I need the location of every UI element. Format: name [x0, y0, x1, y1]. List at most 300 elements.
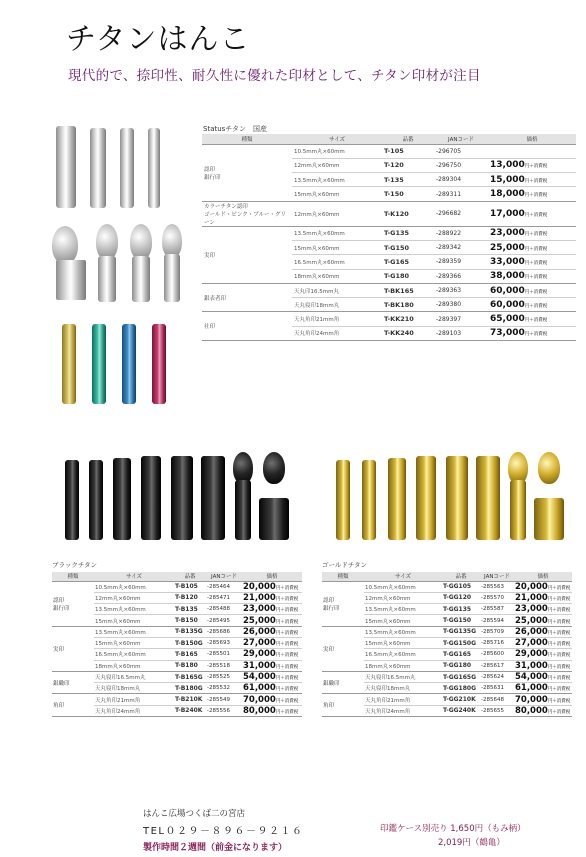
column-header: 種類 — [322, 572, 364, 581]
tax-suffix: 円＋消費税 — [547, 709, 571, 715]
tax-suffix: 円＋消費税 — [524, 178, 548, 184]
product-code-cell: T-120 — [382, 158, 434, 172]
size-cell: 天丸寝印18mm丸 — [364, 683, 442, 694]
silver-seal-base-4 — [164, 254, 180, 302]
price-cell — [488, 226, 576, 240]
price-cell — [242, 581, 302, 592]
silver-knob-seal-3 — [130, 224, 152, 260]
table-row — [52, 671, 302, 682]
column-header: 価格 — [242, 572, 302, 581]
size-cell: 天丸寝印16.5mm丸 — [94, 671, 174, 682]
jan-code-cell: -285655 — [480, 705, 514, 716]
jan-code-cell: -285709 — [480, 626, 514, 637]
size-cell: 16.5mm丸×60mm — [94, 649, 174, 660]
jan-code-cell: -285624 — [480, 671, 514, 682]
price-cell — [488, 173, 576, 187]
price-value: 60,000 — [490, 285, 525, 296]
silver-knob-seal-1 — [52, 226, 78, 264]
gold-rod-3 — [388, 458, 406, 540]
case-price-line-2: 2,019円（鶴亀） — [438, 838, 505, 848]
tax-suffix: 円＋消費税 — [524, 303, 548, 309]
table-row — [202, 226, 576, 240]
gold-titanium-product-image — [330, 452, 570, 544]
size-cell: 18mm丸×60mm — [364, 660, 442, 671]
product-code-cell: T-B180G — [174, 683, 206, 694]
jan-code-cell: -285563 — [480, 581, 514, 592]
jan-code-cell: -289359 — [434, 255, 488, 269]
product-code-cell: T-B135G — [174, 626, 206, 637]
price-value: 23,000 — [515, 604, 548, 615]
status-price-table — [202, 134, 576, 341]
jan-code-cell: -289380 — [434, 298, 488, 312]
tax-suffix: 円＋消費税 — [547, 585, 571, 591]
jan-code-cell: -285693 — [206, 637, 242, 648]
silver-knob-seal-2 — [96, 224, 118, 260]
silver-rod-2 — [90, 128, 106, 208]
product-code-cell: T-G180 — [382, 269, 434, 283]
tax-suffix: 円＋消費税 — [547, 642, 571, 648]
category-cell: 社印 — [202, 312, 292, 341]
table-row — [322, 581, 572, 592]
price-value: 70,000 — [515, 694, 548, 705]
size-cell: 天丸寝印16.5mm丸 — [364, 671, 442, 682]
size-cell: 12mm丸×60mm — [94, 592, 174, 603]
price-cell — [242, 671, 302, 682]
silver-rod-3 — [120, 128, 134, 208]
tax-suffix: 円＋消費税 — [547, 676, 571, 682]
black-rod-4 — [141, 456, 161, 540]
jan-code-cell: -285518 — [206, 660, 242, 671]
tax-suffix: 円＋消費税 — [275, 687, 299, 693]
jan-code-cell: -285464 — [206, 581, 242, 592]
price-value: 80,000 — [243, 705, 276, 716]
size-cell: 天丸角印21mm角 — [364, 694, 442, 705]
tax-suffix: 円＋消費税 — [547, 664, 571, 670]
size-cell: 13.5mm丸×60mm — [94, 626, 174, 637]
price-value: 80,000 — [515, 705, 548, 716]
price-value: 23,000 — [243, 604, 276, 615]
silver-rod-4 — [148, 128, 160, 208]
table-row — [202, 312, 576, 326]
price-value: 13,000 — [490, 160, 525, 171]
price-value: 25,000 — [515, 615, 548, 626]
price-value: 25,000 — [243, 615, 276, 626]
product-code-cell: T-B165G — [174, 671, 206, 682]
product-code-cell: T-GG180 — [442, 660, 480, 671]
price-value: 54,000 — [515, 672, 548, 683]
jan-code-cell: -285570 — [480, 592, 514, 603]
category-cell: 実印 — [322, 626, 364, 671]
tax-suffix: 円＋消費税 — [275, 698, 299, 704]
product-code-cell: T-GG150 — [442, 615, 480, 626]
tax-suffix: 円＋消費税 — [524, 232, 548, 238]
size-cell: 12mm丸×60mm — [292, 201, 382, 226]
table-header-row — [202, 134, 576, 144]
size-cell: 16.5mm丸×60mm — [292, 255, 382, 269]
product-code-cell: T-G150 — [382, 240, 434, 254]
tax-suffix: 円＋消費税 — [547, 608, 571, 614]
gold-rod-2 — [362, 460, 376, 540]
tax-suffix: 円＋消費税 — [547, 596, 571, 602]
category-cell: 実印 — [202, 226, 292, 283]
size-cell: 10.5mm丸×60mm — [292, 144, 382, 158]
column-header: 品番 — [442, 572, 480, 581]
product-code-cell: T-B120 — [174, 592, 206, 603]
jan-code-cell: -285648 — [480, 694, 514, 705]
jan-code-cell: -285594 — [480, 615, 514, 626]
size-cell: 13.5mm丸×60mm — [292, 173, 382, 187]
price-value: 27,000 — [515, 638, 548, 649]
silver-knob-seal-4 — [162, 224, 182, 258]
category-cell: 角印 — [52, 694, 94, 717]
price-cell — [488, 255, 576, 269]
silver-seal-base-1 — [56, 260, 86, 300]
pink-color-rod — [152, 324, 166, 404]
price-cell — [514, 694, 572, 705]
price-cell — [514, 705, 572, 716]
jan-code-cell: -289311 — [434, 187, 488, 201]
gold-price-table — [322, 572, 572, 717]
status-titanium-product-image — [40, 118, 190, 408]
column-header: サイズ — [94, 572, 174, 581]
table-header-row — [322, 572, 572, 581]
tax-suffix: 円＋消費税 — [275, 596, 299, 602]
size-cell: 15mm丸×60mm — [94, 615, 174, 626]
size-cell: 10.5mm丸×60mm — [364, 581, 442, 592]
column-header: 種類 — [202, 134, 292, 144]
table-row — [202, 201, 576, 226]
tax-suffix: 円＋消費税 — [275, 608, 299, 614]
price-cell — [514, 660, 572, 671]
price-value: 70,000 — [243, 694, 276, 705]
jan-code-cell: -285686 — [206, 626, 242, 637]
black-seal-base-1 — [235, 480, 251, 540]
jan-code-cell: -289363 — [434, 283, 488, 297]
size-cell: 18mm丸×60mm — [94, 660, 174, 671]
jan-code-cell: -285501 — [206, 649, 242, 660]
column-header: 品番 — [382, 134, 434, 144]
green-color-rod — [92, 324, 106, 404]
tax-suffix: 円＋消費税 — [275, 653, 299, 659]
table-header-row — [52, 572, 302, 581]
product-code-cell: T-150 — [382, 187, 434, 201]
column-header: 価格 — [514, 572, 572, 581]
price-value: 18,000 — [490, 189, 525, 200]
tax-suffix: 円＋消費税 — [275, 642, 299, 648]
category-cell: 角印 — [322, 694, 364, 717]
category-cell: 実印 — [52, 626, 94, 671]
jan-code-cell: -296705 — [434, 144, 488, 158]
tax-suffix: 円＋消費税 — [524, 164, 548, 170]
tax-suffix: 円＋消費税 — [275, 676, 299, 682]
gold-rod-4 — [416, 456, 436, 540]
price-cell — [488, 144, 576, 158]
price-value: 20,000 — [243, 581, 276, 592]
tax-suffix: 円＋消費税 — [275, 709, 299, 715]
price-cell — [488, 158, 576, 172]
product-code-cell: T-B165 — [174, 649, 206, 660]
jan-code-cell: -289304 — [434, 173, 488, 187]
column-header: サイズ — [364, 572, 442, 581]
price-cell — [514, 671, 572, 682]
price-value: 65,000 — [490, 314, 525, 325]
table-row — [322, 694, 572, 705]
table-row — [322, 671, 572, 682]
price-value: 38,000 — [490, 271, 525, 282]
product-code-cell: T-B180 — [174, 660, 206, 671]
price-value: 17,000 — [490, 208, 525, 219]
price-value: 27,000 — [243, 638, 276, 649]
price-cell — [488, 326, 576, 340]
column-header: 種類 — [52, 572, 94, 581]
black-rod-1 — [65, 460, 79, 540]
table-row — [52, 581, 302, 592]
blue-color-rod — [122, 324, 136, 404]
product-code-cell: T-B210K — [174, 694, 206, 705]
jan-code-cell: -289342 — [434, 240, 488, 254]
production-lead-time: 製作時間２週間（前金になります） — [143, 843, 288, 853]
column-header: JANコード — [434, 134, 488, 144]
price-value: 21,000 — [515, 592, 548, 603]
table-row — [202, 144, 576, 158]
black-price-table — [52, 572, 302, 717]
product-code-cell: T-B135 — [174, 604, 206, 615]
tax-suffix: 円＋消費税 — [524, 260, 548, 266]
gold-rod-1 — [336, 460, 350, 540]
column-header: JANコード — [206, 572, 242, 581]
tax-suffix: 円＋消費税 — [275, 585, 299, 591]
gold-rod-6 — [476, 456, 500, 540]
price-cell — [242, 683, 302, 694]
jan-code-cell: -285549 — [206, 694, 242, 705]
size-cell: 15mm丸×60mm — [292, 240, 382, 254]
tax-suffix: 円＋消費税 — [275, 619, 299, 625]
price-cell — [488, 298, 576, 312]
gold-knob-seal-2 — [538, 452, 560, 484]
black-rod-2 — [89, 460, 103, 540]
tax-suffix: 円＋消費税 — [275, 630, 299, 636]
price-value: 26,000 — [243, 626, 276, 637]
tax-suffix: 円＋消費税 — [524, 246, 548, 252]
jan-code-cell: -289103 — [434, 326, 488, 340]
price-cell — [242, 637, 302, 648]
price-value: 29,000 — [243, 649, 276, 660]
black-knob-seal-2 — [263, 452, 285, 484]
jan-code-cell: -285631 — [480, 683, 514, 694]
size-cell: 16.5mm丸×60mm — [364, 649, 442, 660]
product-code-cell: T-GG210K — [442, 694, 480, 705]
black-titanium-product-image — [55, 452, 295, 544]
size-cell: 13.5mm丸×60mm — [364, 626, 442, 637]
jan-code-cell: -296750 — [434, 158, 488, 172]
tax-suffix: 円＋消費税 — [524, 275, 548, 281]
column-header: 価格 — [488, 134, 576, 144]
tax-suffix: 円＋消費税 — [547, 698, 571, 704]
jan-code-cell: -285532 — [206, 683, 242, 694]
price-cell — [242, 649, 302, 660]
jan-code-cell: -285716 — [480, 637, 514, 648]
gold-seal-base-2 — [534, 498, 564, 540]
category-cell: 銀表者印 — [202, 283, 292, 312]
size-cell: 15mm丸×60mm — [292, 187, 382, 201]
page-subtitle: 現代的で、捺印性、耐久性に優れた印材として、チタン印材が注目 — [68, 68, 481, 84]
category-cell: 認印 銀行印 — [322, 581, 364, 626]
tax-suffix: 円＋消費税 — [524, 318, 548, 324]
jan-code-cell: -289397 — [434, 312, 488, 326]
jan-code-cell: -285600 — [480, 649, 514, 660]
black-rod-6 — [201, 456, 225, 540]
price-value: 25,000 — [490, 242, 525, 253]
category-cell: 認印 銀行印 — [52, 581, 94, 626]
product-code-cell: T-K120 — [382, 201, 434, 226]
price-cell — [488, 312, 576, 326]
size-cell: 10.5mm丸×60mm — [94, 581, 174, 592]
table-row — [52, 694, 302, 705]
silver-rod-1 — [56, 126, 76, 208]
price-cell — [242, 626, 302, 637]
price-cell — [488, 240, 576, 254]
shop-name: はんこ広場つくば二の宮店 — [143, 809, 246, 819]
price-cell — [488, 283, 576, 297]
black-rod-3 — [113, 458, 131, 540]
price-cell — [242, 615, 302, 626]
category-cell: 銀職印 — [322, 671, 364, 694]
product-code-cell: T-BK180 — [382, 298, 434, 312]
price-value: 61,000 — [515, 683, 548, 694]
product-code-cell: T-105 — [382, 144, 434, 158]
tax-suffix: 円＋消費税 — [547, 653, 571, 659]
category-cell: カラーチタン認印 ゴールド・ピンク・ブルー・グリーン — [202, 201, 292, 226]
column-header: 品番 — [174, 572, 206, 581]
price-cell — [242, 604, 302, 615]
price-cell — [488, 269, 576, 283]
product-code-cell: T-KK240 — [382, 326, 434, 340]
product-code-cell: T-GG135 — [442, 604, 480, 615]
price-cell — [242, 660, 302, 671]
size-cell: 天丸角印24mm角 — [292, 326, 382, 340]
product-code-cell: T-B150 — [174, 615, 206, 626]
price-value: 31,000 — [243, 660, 276, 671]
table-row — [202, 283, 576, 297]
product-code-cell: T-GG135G — [442, 626, 480, 637]
status-section-label: Statusチタン 国産 — [203, 125, 267, 133]
price-value: 15,000 — [490, 174, 525, 185]
price-value: 23,000 — [490, 228, 525, 239]
product-code-cell: T-G135 — [382, 226, 434, 240]
product-code-cell: T-B150G — [174, 637, 206, 648]
price-value: 20,000 — [515, 581, 548, 592]
product-code-cell: T-B240K — [174, 705, 206, 716]
product-code-cell: T-GG240K — [442, 705, 480, 716]
size-cell: 天丸角印24mm角 — [94, 705, 174, 716]
size-cell: 15mm丸×60mm — [364, 615, 442, 626]
price-value: 31,000 — [515, 660, 548, 671]
size-cell: 12mm丸×60mm — [364, 592, 442, 603]
black-section-label: ブラックチタン — [52, 561, 98, 569]
price-cell — [514, 592, 572, 603]
black-rod-5 — [171, 456, 193, 540]
size-cell: 13.5mm丸×60mm — [94, 604, 174, 615]
price-cell — [514, 604, 572, 615]
price-cell — [242, 694, 302, 705]
jan-code-cell: -285471 — [206, 592, 242, 603]
size-cell: 12mm丸×60mm — [292, 158, 382, 172]
gold-rod-5 — [446, 456, 468, 540]
price-cell — [488, 201, 576, 226]
product-code-cell: T-GG105 — [442, 581, 480, 592]
price-cell — [242, 705, 302, 716]
price-cell — [514, 649, 572, 660]
size-cell: 天丸角印21mm角 — [94, 694, 174, 705]
tax-suffix: 円＋消費税 — [524, 332, 548, 338]
jan-code-cell: -288922 — [434, 226, 488, 240]
size-cell: 天丸印16.5mm丸 — [292, 283, 382, 297]
product-code-cell: T-GG165G — [442, 671, 480, 682]
price-cell — [488, 187, 576, 201]
size-cell: 天丸角印24mm角 — [364, 705, 442, 716]
product-code-cell: T-B105 — [174, 581, 206, 592]
jan-code-cell: -285617 — [480, 660, 514, 671]
black-seal-base-2 — [259, 498, 289, 540]
size-cell: 13.5mm丸×60mm — [364, 604, 442, 615]
price-cell — [514, 615, 572, 626]
tax-suffix: 円＋消費税 — [524, 289, 548, 295]
column-header: JANコード — [480, 572, 514, 581]
price-cell — [242, 592, 302, 603]
price-value: 21,000 — [243, 592, 276, 603]
gold-seal-base-1 — [510, 480, 526, 540]
jan-code-cell: -285488 — [206, 604, 242, 615]
product-code-cell: T-GG120 — [442, 592, 480, 603]
product-code-cell: T-135 — [382, 173, 434, 187]
jan-code-cell: -285556 — [206, 705, 242, 716]
tax-suffix: 円＋消費税 — [524, 212, 548, 218]
price-value: 33,000 — [490, 256, 525, 267]
size-cell: 天丸寝印18mm丸 — [292, 298, 382, 312]
product-code-cell: T-GG165 — [442, 649, 480, 660]
product-code-cell: T-GG150G — [442, 637, 480, 648]
price-value: 26,000 — [515, 626, 548, 637]
tax-suffix: 円＋消費税 — [547, 619, 571, 625]
size-cell: 15mm丸×60mm — [364, 637, 442, 648]
product-code-cell: T-GG180G — [442, 683, 480, 694]
jan-code-cell: -285525 — [206, 671, 242, 682]
page-title: チタンはんこ — [66, 22, 251, 57]
size-cell: 15mm丸×60mm — [94, 637, 174, 648]
table-row — [322, 626, 572, 637]
shop-phone: TEL０２９－８９６－９２１６ — [143, 826, 304, 837]
tax-suffix: 円＋消費税 — [547, 687, 571, 693]
tax-suffix: 円＋消費税 — [524, 193, 548, 199]
price-value: 73,000 — [490, 328, 525, 339]
product-code-cell: T-KK210 — [382, 312, 434, 326]
product-code-cell: T-BK165 — [382, 283, 434, 297]
price-cell — [514, 581, 572, 592]
jan-code-cell: -296682 — [434, 201, 488, 226]
jan-code-cell: -289366 — [434, 269, 488, 283]
price-value: 61,000 — [243, 683, 276, 694]
price-value: 29,000 — [515, 649, 548, 660]
size-cell: 天丸寝印18mm丸 — [94, 683, 174, 694]
product-code-cell: T-G165 — [382, 255, 434, 269]
category-cell: 認印 銀行印 — [202, 144, 292, 201]
size-cell: 18mm丸×60mm — [292, 269, 382, 283]
size-cell: 13.5mm丸×60mm — [292, 226, 382, 240]
jan-code-cell: -285587 — [480, 604, 514, 615]
price-cell — [514, 683, 572, 694]
table-row — [52, 626, 302, 637]
price-cell — [514, 626, 572, 637]
